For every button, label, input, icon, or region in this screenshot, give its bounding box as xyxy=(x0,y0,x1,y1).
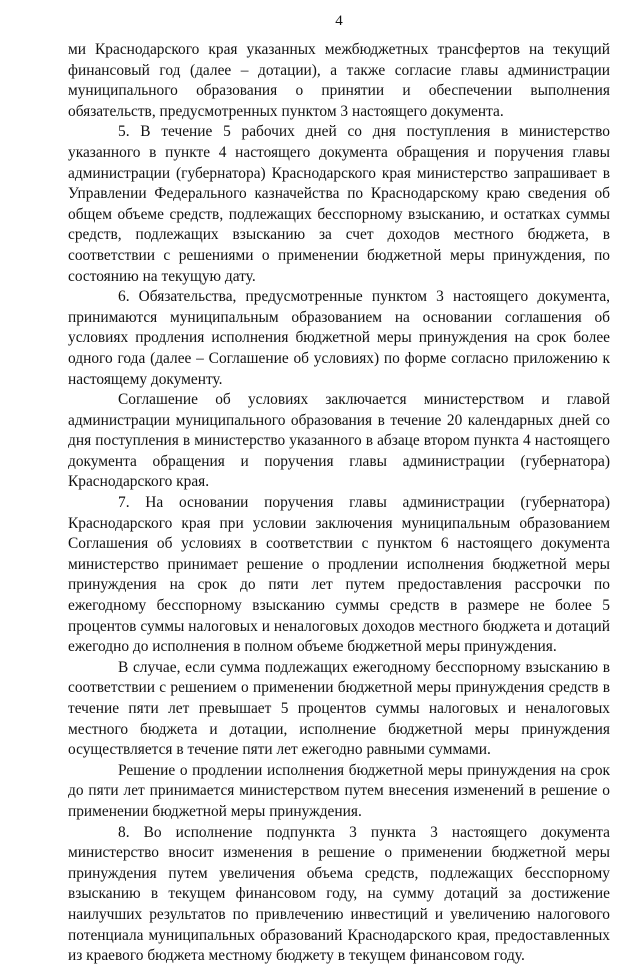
paragraph-item-7: 7. На основании поручения главы администрации (губернатора) Краснодарского края при условии заключения муниципальным образованием Соглашения об условиях в соответствии с пунктом 6 настоящего документа министерство принимает решение о продлении исполнения бюджетной меры принуждения на срок до пяти лет путем предоставления рассрочки по ежегодному бесспорному взысканию суммы средств в размере не более 5 процентов суммы налоговых и неналоговых доходов местного бюджета и дотаций ежегодно до исполнения в полном объеме бюджетной меры принуждения. xyxy=(68,494,610,656)
paragraph-item-5: 5. В течение 5 рабочих дней со дня поступления в министерство указанного в пункте 4 настоящего документа обращения и поручения главы администрации (губернатора) Краснодарского края министерство запрашивает в Управлении Федерального казначейства по Краснодарскому краю сведения об общем объеме средств, подлежащих бесспорному взысканию, и остатках суммы средств, подлежащих взысканию за счет доходов местного бюджета, в соответствии с решениями о применении бюджетной меры принуждения, по состоянию на текущую дату. xyxy=(68,123,610,285)
page-number: 4 xyxy=(335,13,343,29)
paragraph-continuation: ми Краснодарского края указанных межбюджетных трансфертов на текущий финансовый год (далее – дотации), а также согласие главы администрации муниципального образования о принятии и обеспечении выполнения обязательств, предусмотренных пунктом 3 настоящего документа. xyxy=(68,41,610,120)
paragraph-item-7-decision: Решение о продлении исполнения бюджетной меры принуждения на срок до пяти лет принимается министерством путем внесения изменений в решение о применении бюджетной меры принуждения. xyxy=(68,761,610,820)
paragraph-item-6-agreement: Соглашение об условиях заключается министерством и главой администрации муниципального образования в течение 20 календарных дней со дня поступления в министерство указанного в абзаце втором пункта 4 настоящего документа обращения и поручения главы администрации (губернатора) Краснодарского края. xyxy=(68,391,610,491)
paragraph-item-8: 8. Во исполнение подпункта 3 пункта 3 настоящего документа министерство вносит изменения в решение о применении бюджетной меры принуждения путем увеличения объема средств, подлежащих бесспорному взысканию в текущем финансовом году, на сумму дотаций за достижение наилучших результатов по привлечению инвестиций и увеличению налогового потенциала муниципальных образований Краснодарского края, предоставленных из краевого бюджета местному бюджету в текущем финансовом году. xyxy=(68,823,610,965)
paragraph-item-7-case: В случае, если сумма подлежащих ежегодному бесспорному взысканию в соответствии с решением о применении бюджетной меры принуждения средств в течение пяти лет превышает 5 процентов суммы налоговых и неналоговых местного бюджета и дотации, исполнение бюджетной меры принуждения осуществляется в течение пяти лет ежегодно равными суммами. xyxy=(68,658,610,759)
paragraph-item-6: 6. Обязательства, предусмотренные пунктом 3 настоящего документа, принимаются муниципальным образованием на основании соглашения об условиях продления исполнения бюджетной меры принуждения на срок более одного года (далее – Соглашение об условиях) по форме согласно приложению к настоящему документу. xyxy=(68,288,610,388)
document-body xyxy=(68,40,610,967)
